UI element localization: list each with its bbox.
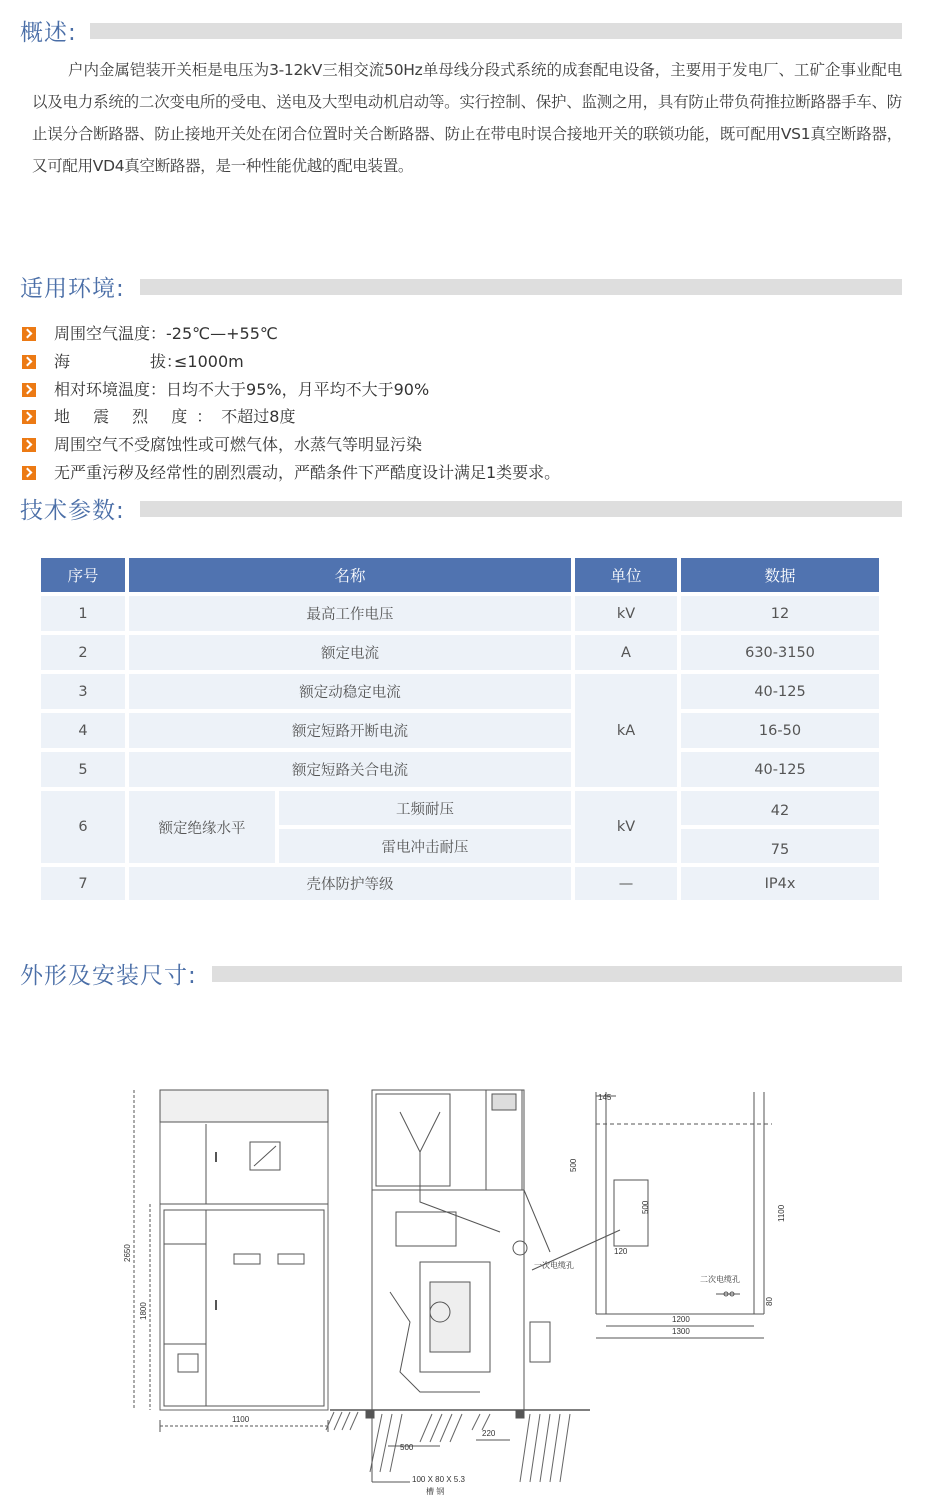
plan-view <box>532 1092 786 1338</box>
header-name: 名称 <box>129 558 571 592</box>
list-item: 海 拔：≤1000m <box>22 348 902 376</box>
cell-no: 5 <box>41 752 125 787</box>
section-divider <box>90 23 902 39</box>
params-table <box>41 558 879 900</box>
section-header-params <box>20 492 902 522</box>
cell-name: 额定绝缘水平 <box>129 791 275 863</box>
cell-unit: A <box>575 635 677 670</box>
cell-name: 额定电流 <box>129 635 571 670</box>
header-value: 数据 <box>681 558 879 592</box>
section-divider <box>140 279 902 295</box>
list-item: 地 震 烈 度：不超过8度 <box>22 403 902 431</box>
cell-value: 630-3150 <box>681 635 879 670</box>
dim-120: 120 <box>614 1247 628 1256</box>
dim-500b: 500 <box>641 1200 650 1214</box>
cell-unit: — <box>575 867 677 900</box>
dim-1200: 1200 <box>672 1315 690 1324</box>
list-item: 周围空气不受腐蚀性或可燃气体，水蒸气等明显污染 <box>22 431 902 459</box>
arrow-bullet-icon <box>22 438 36 452</box>
dim-width-1100: 1100 <box>232 1415 250 1424</box>
section-title: 适用环境: <box>20 276 125 302</box>
list-item: 无严重污秽及经常性的剧烈震动，严酷条件下严酷度设计满足1类要求。 <box>22 459 902 487</box>
section-title: 外形及安装尺寸: <box>20 963 197 989</box>
section-header-overview <box>20 14 902 44</box>
cell-name: 额定短路开断电流 <box>129 713 571 748</box>
section-divider <box>140 501 902 517</box>
header-no: 序号 <box>41 558 125 592</box>
cable-hole-primary: 一次电缆孔 <box>534 1261 574 1270</box>
cell-no: 1 <box>41 596 125 631</box>
cell-value: 12 <box>681 596 879 631</box>
section-header-environment <box>20 270 902 300</box>
arrow-bullet-icon <box>22 466 36 480</box>
installation-drawing <box>120 1072 820 1500</box>
dim-500a: 500 <box>569 1158 578 1172</box>
section-divider <box>212 966 902 982</box>
cell-no: 6 <box>41 791 125 863</box>
dim-220: 220 <box>482 1429 496 1438</box>
cell-value: IP4x <box>681 867 879 900</box>
dim-height-1800: 1800 <box>139 1302 148 1320</box>
section-title: 技术参数: <box>20 498 125 524</box>
header-unit: 单位 <box>575 558 677 592</box>
cell-subname: 工频耐压 <box>279 791 571 825</box>
dim-500: 500 <box>400 1443 414 1452</box>
cell-no: 2 <box>41 635 125 670</box>
environment-list <box>22 320 902 487</box>
cell-value: 42 <box>681 791 879 825</box>
cell-name: 最高工作电压 <box>129 596 571 631</box>
cell-name: 额定动稳定电流 <box>129 674 571 709</box>
arrow-bullet-icon <box>22 327 36 341</box>
cell-unit: kV <box>575 791 677 863</box>
cell-value: 16-50 <box>681 713 879 748</box>
cell-value: 75 <box>681 829 879 863</box>
list-item: 相对环境温度：日均不大于95%，月平均不大于90% <box>22 376 902 404</box>
arrow-bullet-icon <box>22 383 36 397</box>
arrow-bullet-icon <box>22 410 36 424</box>
cell-no: 3 <box>41 674 125 709</box>
section-header-dimensions <box>20 957 902 987</box>
cell-name: 壳体防护等级 <box>129 867 571 900</box>
dim-145: 145 <box>598 1093 612 1102</box>
dim-height-2650: 2650 <box>123 1244 132 1262</box>
cell-value: 40-125 <box>681 752 879 787</box>
cell-value: 40-125 <box>681 674 879 709</box>
arrow-bullet-icon <box>22 355 36 369</box>
section-title: 概述: <box>20 20 77 46</box>
list-item: 周围空气温度：-25℃—+55℃ <box>22 320 902 348</box>
cell-name: 额定短路关合电流 <box>129 752 571 787</box>
cell-subname: 雷电冲击耐压 <box>279 829 571 863</box>
cell-unit: kV <box>575 596 677 631</box>
side-view <box>326 1090 590 1496</box>
label-altitude: 海 拔： <box>54 351 183 371</box>
overview-text <box>32 54 902 182</box>
dim-1100: 1100 <box>777 1204 786 1222</box>
dim-80: 80 <box>765 1297 774 1306</box>
cable-hole-secondary: 二次电缆孔 <box>700 1275 740 1284</box>
channel-steel-label: 槽 钢 <box>426 1487 445 1496</box>
channel-size: 100 X 80 X 5.3 <box>412 1475 465 1484</box>
dim-1300: 1300 <box>672 1327 690 1336</box>
overview-paragraph: 户内金属铠装开关柜是电压为3-12kV三相交流50Hz单母线分段式系统的成套配电设备，主要用于发电厂、工矿企事业配电以及电力系统的二次变电所的受电、送电及大型电动机启动等。实行控制、保护、监测之用，具有防止带负荷推拉断路器手车、防止误分合断路器、防止接地开关处在闭合位置时关合断路器、防止在带电时误合接地开关的联锁功能，既可配用VS1真空断路器，又可配用VD4真空断路器，是一种性能优越的配电装置。 <box>32 61 902 175</box>
cell-no: 4 <box>41 713 125 748</box>
cell-no: 7 <box>41 867 125 900</box>
cell-unit-merged: kA <box>575 674 677 787</box>
front-view <box>123 1090 328 1432</box>
